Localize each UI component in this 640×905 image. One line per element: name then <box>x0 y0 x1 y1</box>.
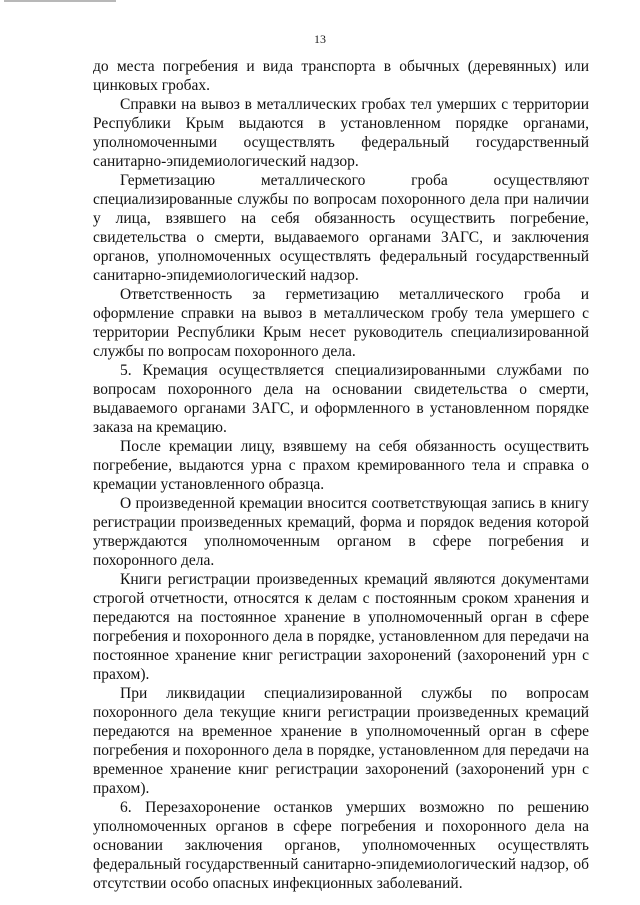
document-body <box>93 57 589 893</box>
paragraph-metal-coffin-certificates: Справки на вывоз в металлических гробах тел умерших с территории Республики Крым выдаются в установленном порядке органами, уполномоченными осуществлять федеральный государственный санитарно-эпидемиологический надзор. <box>93 96 589 170</box>
paragraph-cremation-books: Книги регистрации произведенных кремаций являются документами строгой отчетности, относятся к делам с постоянным сроком хранения и передаются на постоянное хранение в уполномоченный орган в сфере погребения и похоронного дела в порядке, установленном для передачи на постоянное хранение книг регистрации захоронений (захоронений урн с прахом). <box>93 571 589 683</box>
paragraph-cremation: 5. Кремация осуществляется специализированными службами по вопросам похоронного дела на основании свидетельства о смерти, выдаваемого органами ЗАГС, и оформленного в установленном порядке заказа на кремацию. <box>93 362 589 436</box>
paragraph-service-liquidation: При ликвидации специализированной службы по вопросам похоронного дела текущие книги регистрации произведенных кремаций передаются на временное хранение в уполномоченный орган в сфере погребения и похоронного дела в порядке, установленном для передачи на временное хранение книг регистрации захоронений (захоронений урн с прахом). <box>93 685 589 797</box>
paragraph-continuation: до места погребения и вида транспорта в обычных (деревянных) или цинковых гробах. <box>93 58 589 94</box>
paragraph-cremation-record: О произведенной кремации вносится соответствующая запись в книгу регистрации произведенных кремаций, форма и порядок ведения которой утверждаются уполномоченным органом в сфере погребения и похоронного дела. <box>93 495 589 569</box>
scan-artifact-line <box>4 0 116 2</box>
paragraph-sealing-responsibility: Ответственность за герметизацию металлического гроба и оформление справки на вывоз в металлическом гробу тела умершего с территории Республики Крым несет руководитель специализированной службы по вопросам похоронного дела. <box>93 286 589 360</box>
paragraph-coffin-sealing: Герметизацию металлического гроба осуществляют специализированные службы по вопросам похоронного дела при наличии у лица, взявшего на себя обязанность осуществить погребение, свидетельства о смерти, выдаваемого органами ЗАГС, и заключения органов, уполномоченных осуществлять федеральный государственный санитарно-эпидемиологический надзор. <box>93 172 589 284</box>
paragraph-reburial: 6. Перезахоронение останков умерших возможно по решению уполномоченных органов в сфере погребения и похоронного дела на основании заключения органов, уполномоченных осуществлять федеральный государственный санитарно-эпидемиологический надзор, об отсутствии особо опасных инфекционных заболеваний. <box>93 799 589 892</box>
paragraph-after-cremation: После кремации лицу, взявшему на себя обязанность осуществить погребение, выдаются урна с прахом кремированного тела и справка о кремации установленного образца. <box>93 438 589 493</box>
page-number: 13 <box>314 32 326 46</box>
